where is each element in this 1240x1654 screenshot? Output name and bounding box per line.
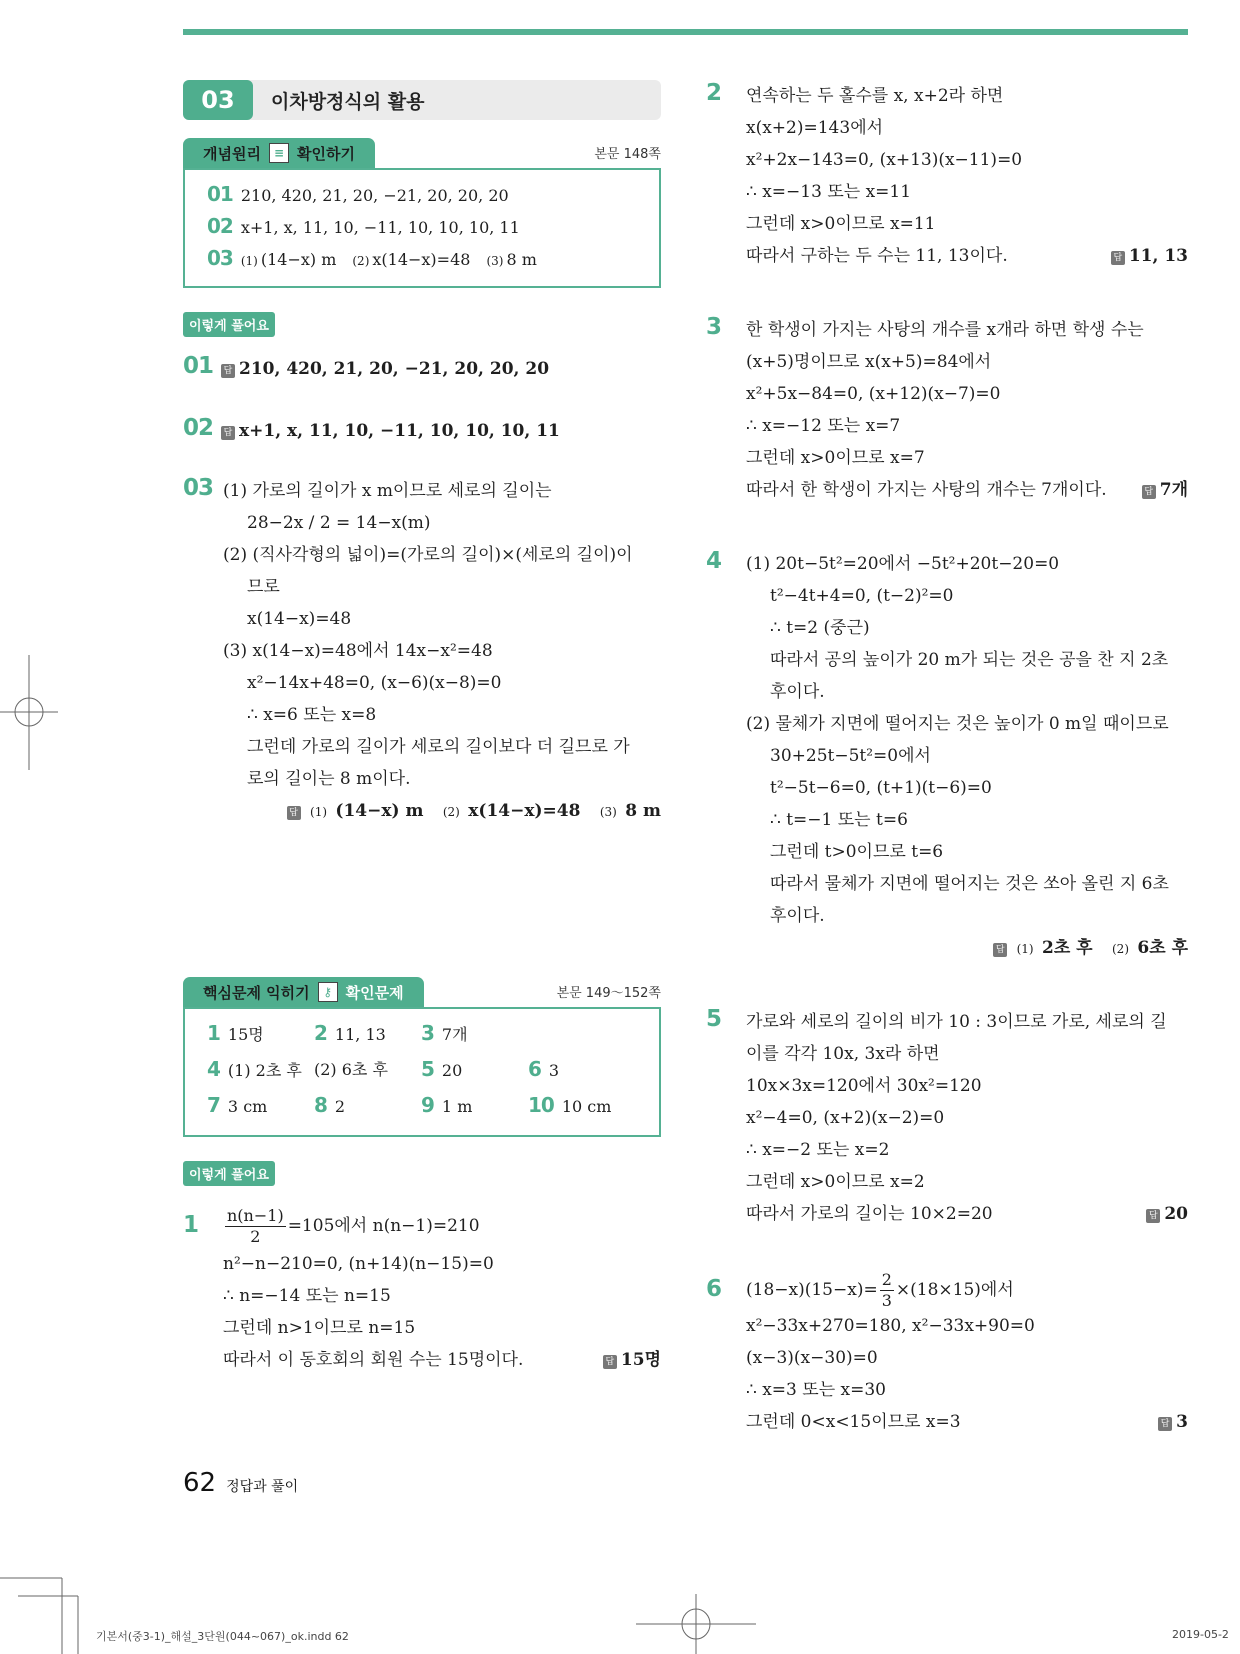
item-text: 7개 [441,1025,468,1044]
crop-mark-bottom-left [0,1570,80,1654]
item-text: 20 [441,1061,463,1080]
part-answer: x(14−x)=48 [372,250,471,269]
answer-row [207,182,637,214]
solution-line: ∴ x=−13 또는 x=11 [746,182,912,202]
answer-mark-icon: 답 [1142,485,1156,499]
solution-line: 따라서 가로의 길이는 10×2=20 [746,1204,993,1224]
item-number: 03 [207,246,233,270]
registration-mark-left [0,655,60,770]
item-text: 10 cm [561,1097,612,1116]
answer-text: 15명 [620,1350,661,1370]
solution-02 [183,415,661,447]
item-number: 10 [528,1093,554,1117]
registration-mark-bottom [636,1594,756,1654]
solution-number: 02 [183,415,214,441]
section-number: 03 [183,80,253,120]
print-date: 2019-05-2 [1172,1628,1229,1641]
item-text: 2 [334,1097,346,1116]
core-tab [183,977,424,1007]
item-number: 9 [421,1093,434,1117]
solution-line: 후이다. [770,682,825,702]
fraction-numerator: 2 [881,1270,892,1289]
solution-line: ∴ x=6 또는 x=8 [247,705,377,725]
solution-line: ∴ x=−2 또는 x=2 [746,1140,890,1160]
solve-badge: 이렇게 풀어요 [183,312,275,337]
solution-line: 로의 길이는 8 m이다. [247,769,411,789]
print-slug: 기본서(중3-1)_해설_3단원(044~067)_ok.indd 62 [96,1630,349,1643]
part-label: (2) [352,254,370,268]
solution-line: 그런데 가로의 길이가 세로의 길이보다 더 길므로 가 [247,737,630,757]
item-text: x+1, x, 11, 10, −11, 10, 10, 10, 11 [240,218,520,237]
solution-number: 4 [706,548,722,574]
answer-mark-icon: 답 [603,1355,617,1369]
solution-5 [706,1006,1188,1230]
solution-line: (3) x(14−x)=48에서 14x−x²=48 [223,641,493,661]
page-reference: 본문 148쪽 [594,147,661,162]
solution-line: (x−3)(x−30)=0 [746,1348,878,1368]
answer-text: 3 [1176,1412,1188,1432]
part-label: (2) [442,805,460,819]
solution-line: (18−x)(15−x)= [746,1280,878,1300]
answer-text: (14−x) m [335,801,424,821]
solution-line: 30+25t−5t²=0에서 [770,746,931,766]
solution-line: 그런데 x>0이므로 x=11 [746,214,936,234]
solution-line: 28−2x / 2 = 14−x(m) [247,513,431,533]
item-text: 3 cm [227,1097,268,1116]
solution-line: (1) 20t−5t²=20에서 −5t²+20t−20=0 [746,554,1060,574]
answer-text: 11, 13 [1128,246,1188,266]
part-answer: (14−x) m [260,250,337,269]
answer-text: 2초 후 [1042,938,1093,958]
answer-grid [207,1021,637,1127]
solution-line: 따라서 한 학생이 가지는 사탕의 개수는 7개이다. [746,480,1107,500]
answer-mark-icon: 답 [221,364,235,378]
part-label: (1) [240,254,258,268]
solution-line: (x+5)명이므로 x(x+5)=84에서 [746,352,992,372]
item-number: 2 [314,1021,327,1045]
solution-number: 1 [183,1212,199,1238]
solution-number: 01 [183,353,214,379]
solution-line: 므로 [247,577,280,597]
solution-line: 가로와 세로의 길이의 비가 10 : 3이므로 가로, 세로의 길 [746,1012,1167,1032]
answer-mark-icon: 답 [1111,251,1125,265]
solution-line: (1) 가로의 길이가 x m이므로 세로의 길이는 [223,481,552,501]
solution-number: 5 [706,1006,722,1032]
solution-line: 그런데 0<x<15이므로 x=3 [746,1412,961,1432]
part-label: (1) [310,805,328,819]
answer-mark-icon: 답 [287,806,301,820]
answer-row [207,214,637,246]
solution-number: 6 [706,1276,722,1302]
item-number: 4 [207,1057,220,1081]
item-number: 01 [207,182,233,206]
solution-line: ∴ x=3 또는 x=30 [746,1380,886,1400]
item-number: 02 [207,214,233,238]
item-number: 1 [207,1021,220,1045]
answer-text: 6초 후 [1137,938,1188,958]
solution-line: 그런데 n>1이므로 n=15 [223,1318,416,1338]
core-tab-label: 핵심문제 익히기 [203,983,310,1002]
solution-line: x²−14x+48=0, (x−6)(x−8)=0 [247,673,502,693]
item-text: (1) 2초 후 [227,1061,302,1080]
solution-line: 10x×3x=120에서 30x²=120 [746,1076,982,1096]
solution-03 [183,475,661,827]
core-tab-sub: 확인문제 [345,983,404,1002]
solution-line: x²+2x−143=0, (x+13)(x−11)=0 [746,150,1023,170]
answer-text: 210, 420, 21, 20, −21, 20, 20, 20 [239,359,550,379]
solution-number: 03 [183,475,214,501]
right-column [706,80,1188,1438]
item-text: 1 m [441,1097,473,1116]
concept-tab-label: 개념원리 [203,144,261,163]
solution-line: 그런데 x>0이므로 x=7 [746,448,925,468]
fraction-denominator: 2 [250,1227,261,1246]
fraction [225,1208,286,1245]
solution-line: x²−33x+270=180, x²−33x+90=0 [746,1316,1035,1336]
answer-mark-icon: 답 [1158,1417,1172,1431]
chart-icon: ≡ [269,143,289,163]
item-number: 7 [207,1093,220,1117]
top-rule [183,29,1188,35]
solution-line: 따라서 물체가 지면에 떨어지는 것은 쏘아 올린 지 6초 [770,874,1169,894]
solution-3 [706,314,1188,506]
fraction [880,1272,894,1309]
answer-mark-icon: 답 [221,426,235,440]
solution-1 [183,1204,661,1376]
solution-line: x²+5x−84=0, (x+12)(x−7)=0 [746,384,1001,404]
solution-line: x(x+2)=143에서 [746,118,884,138]
section-title: 이차방정식의 활용 [271,90,425,113]
item-number: 5 [421,1057,434,1081]
solution-line: t²−4t+4=0, (t−2)²=0 [770,586,954,606]
item-number: 3 [421,1021,434,1045]
answer-row [207,246,637,278]
item-text: 210, 420, 21, 20, −21, 20, 20, 20 [240,186,509,205]
solution-line: (2) 물체가 지면에 떨어지는 것은 높이가 0 m일 때이므로 [746,714,1169,734]
concept-tab [183,138,375,168]
solution-line: 이를 각각 10x, 3x라 하면 [746,1044,940,1064]
solution-line: =105에서 n(n−1)=210 [287,1216,480,1236]
item-text: (2) 6초 후 [314,1060,388,1079]
item-text: 11, 13 [334,1025,386,1044]
key-icon: ⚷ [318,982,338,1002]
solution-line: ∴ x=−12 또는 x=7 [746,416,901,436]
solution-01 [183,353,661,385]
solve-badge: 이렇게 풀어요 [183,1161,275,1186]
part-answer: 8 m [506,250,537,269]
solution-line: 연속하는 두 홀수를 x, x+2라 하면 [746,86,1004,106]
answer-text: 20 [1164,1204,1188,1224]
solution-line: 한 학생이 가지는 사탕의 개수를 x개라 하면 학생 수는 [746,320,1144,340]
part-label: (1) [1016,942,1034,956]
answer-text: 8 m [625,801,661,821]
solution-line: 따라서 공의 높이가 20 m가 되는 것은 공을 찬 지 2초 [770,650,1169,670]
concept-tab-sub: 확인하기 [296,144,355,163]
answer-text: 7개 [1159,480,1188,500]
solution-line: 후이다. [770,906,825,926]
item-number: 8 [314,1093,327,1117]
solution-4 [706,548,1188,964]
concept-check-box [183,138,661,288]
solution-line: ×(18×15)에서 [895,1280,1014,1300]
solution-2 [706,80,1188,272]
page-number: 62 [183,1468,217,1498]
solution-line: 따라서 구하는 두 수는 11, 13이다. [746,246,1008,266]
part-label: (3) [486,254,504,268]
core-problems-box [183,977,661,1137]
solution-line: ∴ n=−14 또는 n=15 [223,1286,391,1306]
answer-text: x(14−x)=48 [468,801,581,821]
solution-line: ∴ t=2 (중근) [770,618,870,638]
item-number: 6 [528,1057,541,1081]
part-label: (3) [599,805,617,819]
solution-line: x²−4=0, (x+2)(x−2)=0 [746,1108,945,1128]
solution-line: (2) (직사각형의 넓이)=(가로의 길이)×(세로의 길이)이 [223,545,633,565]
fraction-numerator: n(n−1) [227,1206,284,1225]
solution-6 [706,1270,1188,1438]
answer-mark-icon: 답 [993,943,1007,957]
page-label: 정답과 풀이 [226,1479,299,1495]
section-header [183,80,661,120]
page-reference: 본문 149～152쪽 [556,986,661,1001]
solution-line: ∴ t=−1 또는 t=6 [770,810,908,830]
item-text: 15명 [227,1025,264,1044]
answer-text: x+1, x, 11, 10, −11, 10, 10, 10, 11 [239,421,560,441]
solution-line: t²−5t−6=0, (t+1)(t−6)=0 [770,778,992,798]
solution-line: 그런데 t>0이므로 t=6 [770,842,944,862]
left-column [183,80,661,1376]
solution-line: n²−n−210=0, (n+14)(n−15)=0 [223,1254,494,1274]
solution-number: 2 [706,80,722,106]
fraction-denominator: 3 [881,1291,892,1310]
item-text: 3 [548,1061,560,1080]
solution-line: 따라서 이 동호회의 회원 수는 15명이다. [223,1350,524,1370]
page-footer [183,1468,298,1498]
answer-mark-icon: 답 [1146,1209,1160,1223]
solution-line: x(14−x)=48 [247,609,352,629]
solution-number: 3 [706,314,722,340]
solution-line: 그런데 x>0이므로 x=2 [746,1172,925,1192]
part-label: (2) [1112,942,1129,956]
